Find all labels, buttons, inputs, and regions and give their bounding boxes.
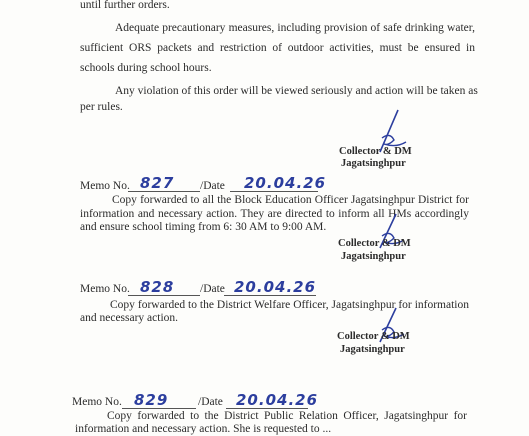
date-label-2: /Date: [200, 283, 225, 295]
memo-2-line-2: and necessary action.: [80, 312, 179, 324]
precaution-line-2: sufficient ORS packets and restriction of outdoor activities, must be ensured in: [80, 42, 475, 54]
memo-date-underline-2: [224, 295, 316, 296]
signatory-title-2: Collector & DM: [338, 238, 411, 249]
memo-number-underline-1: [128, 191, 200, 192]
date-label-3: /Date: [198, 396, 223, 408]
memo-date-underline-3: [226, 408, 308, 409]
memo-date-1: 20.04.26: [244, 174, 327, 192]
signatory-place-1: Jagatsinghpur: [341, 158, 406, 169]
precaution-line-3: schools during school hours.: [80, 62, 212, 74]
memo-2-line-1: Copy forwarded to the District Welfare Officer, Jagatsinghpur for information: [110, 299, 469, 311]
memo-label-2: Memo No.: [80, 283, 130, 295]
signatory-place-2: Jagatsinghpur: [341, 251, 406, 262]
memo-number-underline-2: [128, 295, 200, 296]
memo-number-underline-3: [122, 408, 196, 409]
top-fragment: until further orders.: [80, 0, 170, 11]
memo-label-3: Memo No.: [72, 396, 122, 408]
memo-1-line-1: Copy forwarded to all the Block Education Officer Jagatsinghpur District for: [112, 194, 469, 206]
memo-3-line-1: Copy forwarded to the District Public Relation Officer, Jagatsinghpur for: [107, 410, 467, 422]
memo-date-underline-1: [230, 191, 318, 192]
memo-number-3: 829: [134, 391, 169, 409]
date-label-1: /Date: [200, 180, 225, 192]
precaution-line-1: Adequate precautionary measures, including provision of safe drinking water,: [115, 22, 475, 34]
memo-1-line-2: information and necessary action. They are directed to inform all HMs accordingly: [80, 208, 469, 220]
memo-label-1: Memo No.: [80, 180, 130, 192]
memo-3-line-2: information and necessary action. She is requested to ...: [75, 423, 332, 435]
memo-date-3: 20.04.26: [236, 391, 319, 409]
signatory-place-3: Jagatsinghpur: [340, 344, 405, 355]
signatory-title-1: Collector & DM: [339, 146, 412, 157]
memo-number-1: 827: [140, 174, 175, 192]
violation-line-1: Any violation of this order will be viewed seriously and action will be taken as: [115, 85, 478, 97]
memo-1-line-3: and ensure school timing from 6: 30 AM to 9:00 AM.: [80, 221, 327, 233]
violation-line-2: per rules.: [80, 101, 123, 113]
signatory-title-3: Collector & DM: [337, 331, 410, 342]
memo-date-2: 20.04.26: [234, 278, 317, 296]
memo-number-2: 828: [140, 278, 175, 296]
